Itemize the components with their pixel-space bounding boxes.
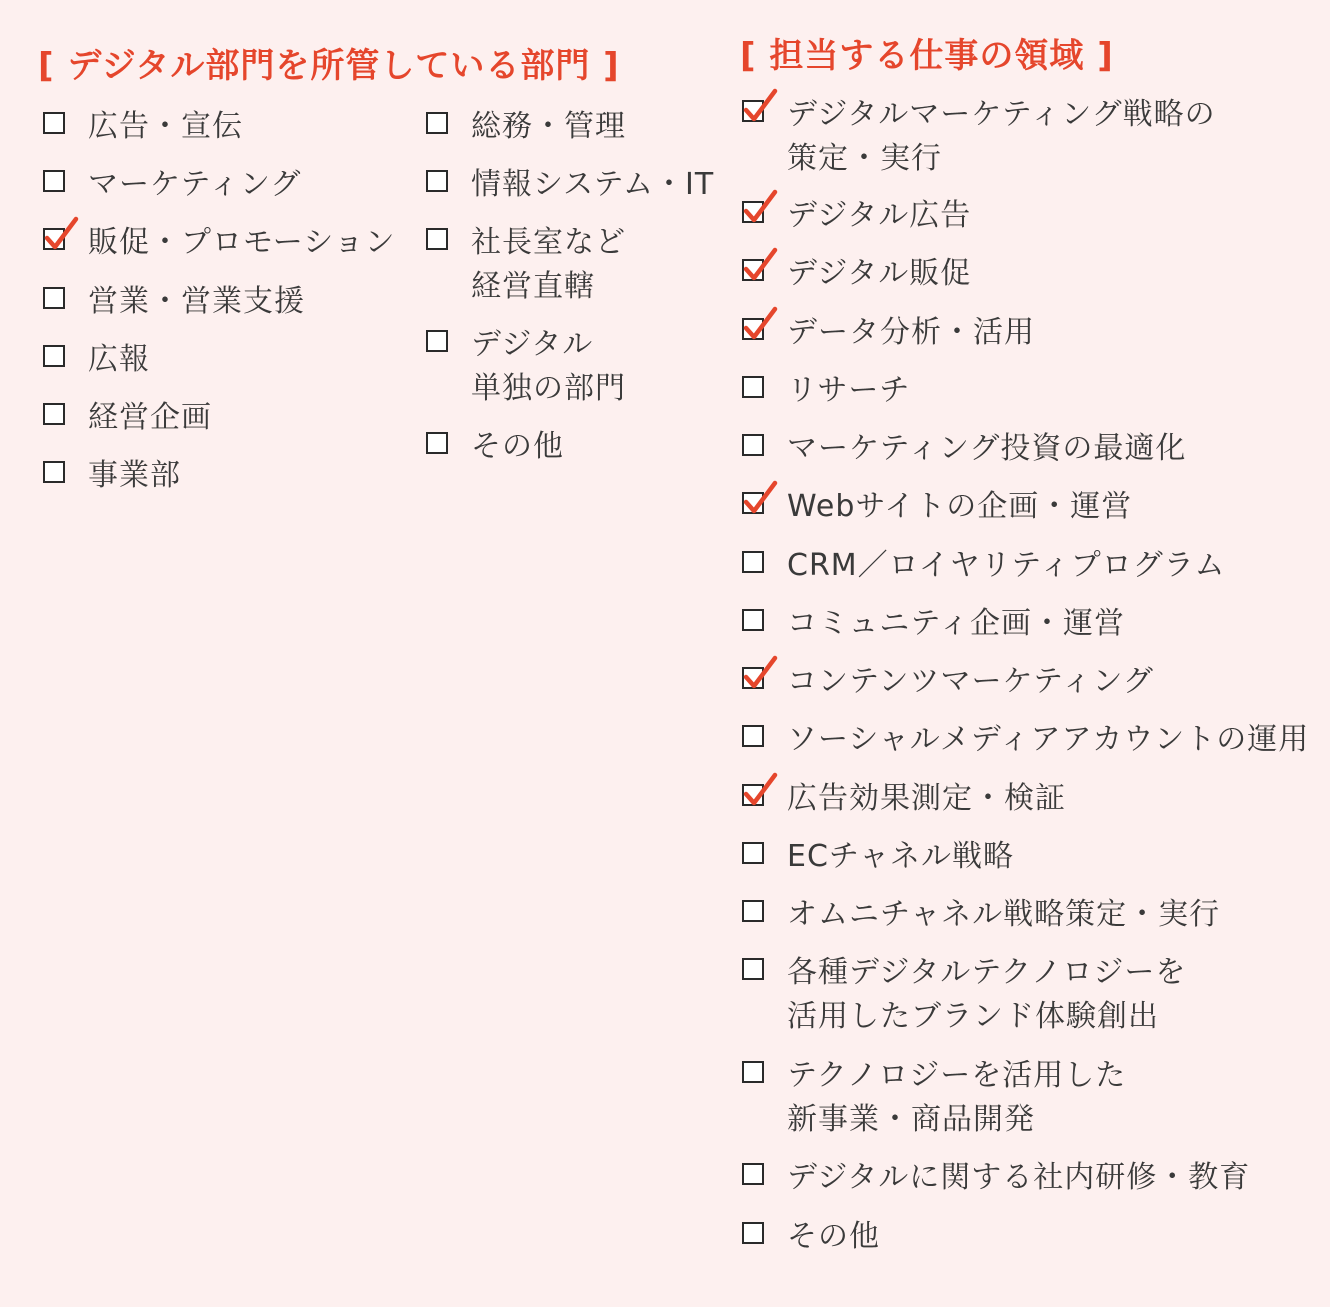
- checklist-item-label-line: 新事業・商品開発: [787, 1102, 1035, 1137]
- checklist-item[interactable]: [426, 323, 626, 411]
- checklist-item-label-line: 各種デジタルテクノロジーを: [787, 955, 1187, 990]
- empty-checkbox-icon[interactable]: [742, 434, 764, 456]
- checklist-item[interactable]: [43, 396, 212, 440]
- checklist-item-label: [787, 777, 1066, 821]
- empty-checkbox-icon[interactable]: [426, 170, 448, 192]
- empty-checkbox-icon[interactable]: [426, 228, 448, 250]
- checklist-item-label: [471, 323, 626, 411]
- checklist-item-label-line: CRM／ロイヤリティプログラム: [787, 548, 1226, 583]
- empty-checkbox-icon[interactable]: [742, 1163, 764, 1185]
- checklist-item-label-line: テクノロジーを活用した: [787, 1058, 1127, 1093]
- checklist-item-label: [88, 163, 301, 207]
- checklist-item[interactable]: [43, 454, 181, 498]
- checklist-item-label: [88, 280, 305, 324]
- checklist-item-label-line: デジタルに関する社内研修・教育: [787, 1160, 1251, 1195]
- checklist-item[interactable]: [742, 718, 1309, 762]
- checklist-item[interactable]: [742, 252, 971, 296]
- checklist-item[interactable]: [742, 427, 1186, 471]
- checklist-item-label: [787, 718, 1309, 762]
- checklist-item-label: [88, 396, 212, 440]
- empty-checkbox-icon[interactable]: [742, 1222, 764, 1244]
- checklist-item-label-line: デジタル広告: [787, 198, 972, 233]
- checklist-item-label: [787, 194, 971, 238]
- checklist-item-label: [471, 221, 626, 309]
- checklist-item-label-line: コンテンツマーケティング: [787, 664, 1154, 699]
- empty-checkbox-icon[interactable]: [742, 842, 764, 864]
- checklist-item-label-line: デジタル販促: [787, 256, 972, 291]
- checklist-item-label-line: オムニチャネル戦略策定・実行: [787, 897, 1221, 932]
- empty-checkbox-icon[interactable]: [742, 958, 764, 980]
- checkmark-icon: [742, 189, 778, 225]
- checklist-item[interactable]: [742, 1054, 1126, 1142]
- checklist-item-label-line: ECチャネル戦略: [787, 839, 1015, 874]
- checklist-item-label: [787, 1215, 880, 1259]
- checklist-item-label-line: 事業部: [88, 458, 181, 493]
- checklist-item-label: [88, 221, 396, 265]
- checklist-item[interactable]: [742, 893, 1220, 937]
- checklist-item-label-line: コミュニティ企画・運営: [787, 606, 1125, 641]
- checklist-item[interactable]: [742, 311, 1035, 355]
- checklist-item-label: [787, 835, 1014, 879]
- empty-checkbox-icon[interactable]: [426, 330, 448, 352]
- checked-checkbox-icon[interactable]: [742, 201, 764, 223]
- checklist-item[interactable]: [742, 835, 1014, 879]
- checklist-item[interactable]: [742, 544, 1225, 588]
- empty-checkbox-icon[interactable]: [43, 403, 65, 425]
- checklist-item[interactable]: [43, 280, 305, 324]
- checked-checkbox-icon[interactable]: [742, 318, 764, 340]
- checked-checkbox-icon[interactable]: [742, 492, 764, 514]
- checklist-item[interactable]: [43, 221, 396, 265]
- checklist-item-label-line: 営業・営業支援: [88, 284, 305, 319]
- checklist-item[interactable]: [742, 660, 1154, 704]
- checkmark-icon: [742, 88, 778, 124]
- checklist-item-label-line: マーケティング投資の最適化: [787, 431, 1187, 466]
- checklist-item[interactable]: [742, 369, 910, 413]
- checklist-item-label-line: 社長室など: [471, 225, 626, 260]
- checkmark-icon: [742, 655, 778, 691]
- empty-checkbox-icon[interactable]: [43, 461, 65, 483]
- checklist-item-label: [88, 338, 150, 382]
- checkmark-icon: [43, 216, 79, 252]
- empty-checkbox-icon[interactable]: [43, 170, 65, 192]
- checklist-item-label: [471, 425, 564, 469]
- checklist-item-label-line: 販促・プロモーション: [88, 225, 396, 260]
- checklist-item-label: [787, 311, 1035, 355]
- checklist-item[interactable]: [742, 951, 1186, 1039]
- right-section-title: [ 担当する仕事の領域 ]: [740, 36, 1114, 76]
- checklist-item-label: [787, 893, 1220, 937]
- checked-checkbox-icon[interactable]: [742, 784, 764, 806]
- checklist-item-label-line: 広告・宣伝: [88, 109, 243, 144]
- checklist-item-label-line: マーケティング: [88, 167, 302, 202]
- checklist-item-label: [787, 485, 1132, 529]
- checkmark-icon: [742, 247, 778, 283]
- checklist-item-label: [88, 105, 243, 149]
- checklist-item-label-line: 広告効果測定・検証: [787, 781, 1066, 816]
- left-section-title: [ デジタル部門を所管している部門 ]: [38, 46, 620, 86]
- checklist-item-label: [787, 252, 971, 296]
- empty-checkbox-icon[interactable]: [742, 609, 764, 631]
- checklist-item-label: [88, 454, 181, 498]
- checklist-item-label-line: その他: [471, 429, 564, 464]
- checklist-item[interactable]: [742, 602, 1125, 646]
- empty-checkbox-icon[interactable]: [426, 432, 448, 454]
- checklist-item[interactable]: [742, 1215, 880, 1259]
- checklist-item-label: [787, 93, 1216, 181]
- checklist-item[interactable]: [43, 163, 301, 207]
- checklist-item[interactable]: [742, 93, 1216, 181]
- checklist-item-label-line: データ分析・活用: [787, 315, 1035, 350]
- checklist-item-label-line: デジタルマーケティング戦略の: [787, 97, 1216, 132]
- empty-checkbox-icon[interactable]: [742, 551, 764, 573]
- checklist-item-label-line: Webサイトの企画・運営: [787, 489, 1133, 524]
- empty-checkbox-icon[interactable]: [426, 112, 448, 134]
- checklist-item-label-line: 活用したブランド体験創出: [787, 999, 1159, 1034]
- checklist-item-label: [787, 544, 1225, 588]
- empty-checkbox-icon[interactable]: [742, 376, 764, 398]
- checklist-item[interactable]: [742, 194, 971, 238]
- checklist-item-label-line: 単独の部門: [471, 371, 626, 406]
- empty-checkbox-icon[interactable]: [742, 725, 764, 747]
- empty-checkbox-icon[interactable]: [742, 900, 764, 922]
- checklist-item[interactable]: [742, 1156, 1250, 1200]
- checklist-item-label-line: 経営企画: [88, 400, 212, 435]
- checklist-item-label-line: 情報システム・IT: [471, 167, 715, 202]
- checklist-item[interactable]: [43, 338, 150, 382]
- checked-checkbox-icon[interactable]: [742, 259, 764, 281]
- checklist-item-label: [787, 427, 1186, 471]
- checklist-item-label: [471, 163, 714, 207]
- checklist-item-label-line: 総務・管理: [471, 109, 626, 144]
- checklist-item[interactable]: [43, 105, 243, 149]
- checklist-item-label-line: その他: [787, 1219, 880, 1254]
- checked-checkbox-icon[interactable]: [43, 228, 65, 250]
- checklist-item[interactable]: [426, 163, 714, 207]
- checklist-item-label: [787, 1054, 1126, 1142]
- checklist-item-label-line: 広報: [88, 342, 150, 377]
- checklist-item-label-line: ソーシャルメディアアカウントの運用: [787, 722, 1310, 757]
- checklist-item-label: [787, 951, 1186, 1039]
- checklist-item[interactable]: [426, 221, 626, 309]
- checklist-item[interactable]: [742, 485, 1132, 529]
- checked-checkbox-icon[interactable]: [742, 667, 764, 689]
- checklist-item[interactable]: [426, 425, 564, 469]
- checklist-item-label: [787, 1156, 1250, 1200]
- checklist-item-label: [471, 105, 626, 149]
- checklist-item-label-line: 経営直轄: [471, 269, 595, 304]
- empty-checkbox-icon[interactable]: [43, 345, 65, 367]
- checklist-item-label: [787, 602, 1125, 646]
- checklist-item[interactable]: [426, 105, 626, 149]
- checklist-item-label-line: リサーチ: [787, 373, 911, 408]
- checkmark-icon: [742, 306, 778, 342]
- checklist-item-label: [787, 660, 1154, 704]
- checkmark-icon: [742, 480, 778, 516]
- checklist-item-label-line: 策定・実行: [787, 141, 942, 176]
- checklist-item-label-line: デジタル: [471, 327, 594, 362]
- empty-checkbox-icon[interactable]: [43, 112, 65, 134]
- checkmark-icon: [742, 772, 778, 808]
- checklist-item[interactable]: [742, 777, 1066, 821]
- empty-checkbox-icon[interactable]: [742, 1061, 764, 1083]
- empty-checkbox-icon[interactable]: [43, 287, 65, 309]
- checklist-item-label: [787, 369, 910, 413]
- checked-checkbox-icon[interactable]: [742, 100, 764, 122]
